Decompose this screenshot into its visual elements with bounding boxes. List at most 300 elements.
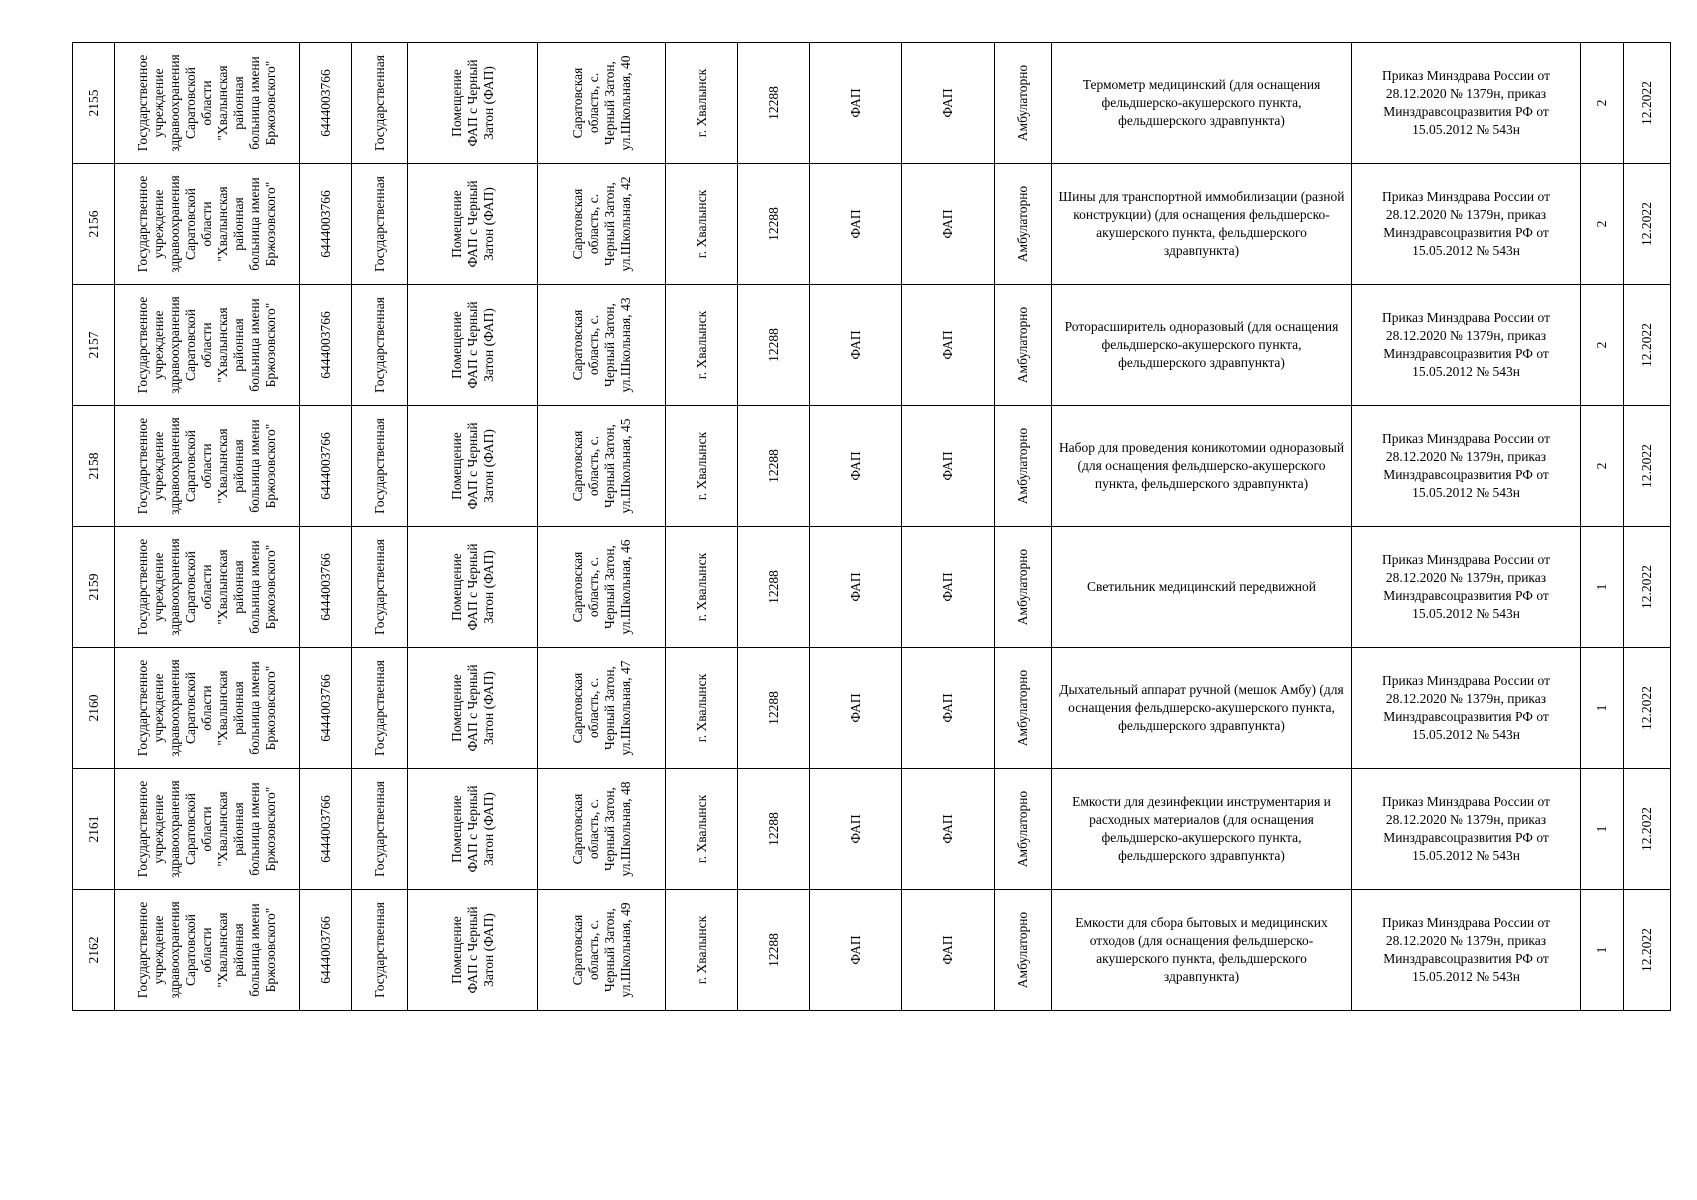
city-text: г. Хвалынск xyxy=(693,673,709,743)
organization-name-line: больница имени xyxy=(247,782,262,876)
organization-name-line: Бржозовского" xyxy=(263,786,278,872)
address-line: Черный Затон, xyxy=(601,545,617,629)
premises-name xyxy=(408,648,538,769)
unit-type xyxy=(810,527,902,648)
premises-name-line: ФАП с Черный xyxy=(464,543,480,631)
organization-name xyxy=(115,527,300,648)
organization-name-line: здравоохранения xyxy=(167,296,182,394)
organization-name-line: учреждение xyxy=(151,189,166,259)
organization-name-line: больница имени xyxy=(247,298,262,392)
code xyxy=(738,769,810,890)
equipment-name xyxy=(1052,406,1352,527)
quantity-text: 2 xyxy=(1594,99,1609,107)
quantity xyxy=(1581,406,1624,527)
row-number-text: 2158 xyxy=(85,452,101,480)
inn xyxy=(300,164,352,285)
row-number-text: 2159 xyxy=(85,573,101,601)
unit-name-text: ФАП xyxy=(940,451,955,481)
unit-name-text: ФАП xyxy=(940,814,955,844)
address xyxy=(538,527,666,648)
row-number-text: 2155 xyxy=(85,89,101,117)
table-row xyxy=(73,648,1671,769)
unit-type-text: ФАП xyxy=(847,572,863,602)
organization-name xyxy=(115,285,300,406)
premises-name xyxy=(408,43,538,164)
quantity-text: 1 xyxy=(1594,825,1609,833)
address-line: ул.Школьная, 47 xyxy=(617,660,633,756)
unit-type-text: ФАП xyxy=(847,451,863,481)
city xyxy=(666,648,738,769)
premises-name-line: Помещение xyxy=(448,553,464,621)
address-line: Саратовская xyxy=(569,430,585,502)
row-number-text: 2157 xyxy=(85,331,101,359)
row-number xyxy=(73,890,115,1011)
organization-name-text xyxy=(135,296,279,394)
organization-name-line: больница имени xyxy=(247,56,262,150)
organization-name-line: "Хвалынская xyxy=(215,428,230,504)
unit-type-text: ФАП xyxy=(847,935,863,965)
organization-name-line: учреждение xyxy=(151,794,166,864)
organization-name-text xyxy=(135,901,279,999)
address-line: ул.Школьная, 46 xyxy=(617,539,633,635)
regulation-order-text: Приказ Минздрава России от 28.12.2020 № 1379н, приказ Минздравсоцразвития РФ от 15.05.2012 № 543н xyxy=(1381,673,1551,742)
organization-name xyxy=(115,43,300,164)
ownership-form-text: Государственная xyxy=(371,660,387,756)
address-line: Саратовская xyxy=(569,551,585,623)
regulation-order xyxy=(1352,43,1581,164)
code xyxy=(738,890,810,1011)
quantity-text: 1 xyxy=(1594,704,1609,712)
organization-name-line: больница имени xyxy=(247,903,262,997)
table-row xyxy=(73,43,1671,164)
care-type-text: Амбулаторно xyxy=(1015,64,1030,142)
organization-name-line: учреждение xyxy=(151,673,166,743)
premises-name-line: Помещение xyxy=(448,795,464,863)
premises-name-line: Затон (ФАП) xyxy=(480,429,496,503)
organization-name-line: районная xyxy=(231,197,246,251)
unit-type xyxy=(810,164,902,285)
row-number xyxy=(73,285,115,406)
regulation-order xyxy=(1352,406,1581,527)
code-text: 12288 xyxy=(765,812,781,846)
organization-name-line: учреждение xyxy=(151,68,166,138)
city-text: г. Хвалынск xyxy=(693,431,709,501)
regulation-order xyxy=(1352,769,1581,890)
city-text: г. Хвалынск xyxy=(693,915,709,985)
quantity xyxy=(1581,285,1624,406)
document-page xyxy=(72,42,1670,1013)
row-number xyxy=(73,43,115,164)
premises-name-line: Помещение xyxy=(448,69,464,137)
address xyxy=(538,285,666,406)
delivery-date xyxy=(1624,769,1671,890)
organization-name-line: здравоохранения xyxy=(167,175,182,273)
equipment-name-text: Роторасширитель одноразовый (для оснащения фельдшерско-акушерского пункта, фельдшерского здравпункта) xyxy=(1064,319,1339,370)
regulation-order xyxy=(1352,890,1581,1011)
care-type-text: Амбулаторно xyxy=(1015,548,1030,626)
premises-name-line: Затон (ФАП) xyxy=(480,550,496,624)
address-text xyxy=(570,782,634,877)
organization-name-line: Государственное xyxy=(135,54,150,152)
city-text: г. Хвалынск xyxy=(693,68,709,138)
inn xyxy=(300,406,352,527)
organization-name-line: больница имени xyxy=(247,177,262,271)
address-line: ул.Школьная, 43 xyxy=(617,297,633,393)
inn-text: 6444003766 xyxy=(317,69,333,137)
unit-name-text: ФАП xyxy=(940,88,955,118)
table-row xyxy=(73,769,1671,890)
unit-name-text: ФАП xyxy=(940,330,955,360)
care-type xyxy=(995,769,1052,890)
organization-name-line: Бржозовского" xyxy=(263,665,278,751)
equipment-name xyxy=(1052,769,1352,890)
ownership-form xyxy=(352,406,408,527)
organization-name-line: "Хвалынская xyxy=(215,549,230,625)
delivery-date xyxy=(1624,164,1671,285)
premises-name-line: Помещение xyxy=(448,674,464,742)
row-number xyxy=(73,164,115,285)
delivery-date xyxy=(1624,406,1671,527)
organization-name-line: "Хвалынская xyxy=(215,670,230,746)
inn-text: 6444003766 xyxy=(317,674,333,742)
equipment-name xyxy=(1052,527,1352,648)
address-line: Черный Затон, xyxy=(601,666,617,750)
row-number xyxy=(73,648,115,769)
organization-name-text xyxy=(135,54,279,152)
code xyxy=(738,648,810,769)
city xyxy=(666,769,738,890)
organization-name-line: Саратовской xyxy=(183,551,198,624)
organization-name-line: больница имени xyxy=(247,661,262,755)
organization-name xyxy=(115,648,300,769)
ownership-form xyxy=(352,769,408,890)
care-type-text: Амбулаторно xyxy=(1015,669,1030,747)
organization-name-text xyxy=(135,538,279,636)
inn xyxy=(300,527,352,648)
care-type-text: Амбулаторно xyxy=(1015,306,1030,384)
address-line: Черный Затон, xyxy=(601,424,617,508)
premises-name-text xyxy=(449,59,497,146)
address-line: область, с. xyxy=(585,435,601,497)
unit-name xyxy=(902,285,995,406)
delivery-date-text: 12.2022 xyxy=(1639,686,1654,730)
premises-name-line: Помещение xyxy=(448,432,464,500)
address-line: область, с. xyxy=(585,72,601,134)
row-number-text: 2156 xyxy=(85,210,101,238)
organization-name-line: районная xyxy=(231,76,246,130)
organization-name-line: "Хвалынская xyxy=(215,65,230,141)
city-text: г. Хвалынск xyxy=(693,310,709,380)
care-type xyxy=(995,43,1052,164)
organization-name-line: больница имени xyxy=(247,540,262,634)
equipment-table xyxy=(72,42,1671,1011)
ownership-form-text: Государственная xyxy=(371,418,387,514)
premises-name xyxy=(408,406,538,527)
equipment-name-text: Шины для транспортной иммобилизации (разной конструкции) (для оснащения фельдшерско-акушерского пункта, фельдшерского здравпункта) xyxy=(1058,189,1345,258)
address-line: Черный Затон, xyxy=(601,182,617,266)
ownership-form-text: Государственная xyxy=(371,55,387,151)
organization-name-line: "Хвалынская xyxy=(215,912,230,988)
organization-name-line: учреждение xyxy=(151,552,166,622)
delivery-date xyxy=(1624,890,1671,1011)
organization-name-line: здравоохранения xyxy=(167,417,182,515)
address-line: Черный Затон, xyxy=(601,61,617,145)
organization-name-line: Бржозовского" xyxy=(263,181,278,267)
table-row xyxy=(73,527,1671,648)
unit-type-text: ФАП xyxy=(847,88,863,118)
ownership-form xyxy=(352,164,408,285)
premises-name-line: Помещение xyxy=(448,190,464,258)
organization-name xyxy=(115,769,300,890)
premises-name-line: ФАП с Черный xyxy=(464,664,480,752)
organization-name-text xyxy=(135,417,279,515)
unit-type-text: ФАП xyxy=(847,330,863,360)
premises-name xyxy=(408,769,538,890)
unit-name xyxy=(902,164,995,285)
organization-name-text xyxy=(135,780,279,878)
code xyxy=(738,406,810,527)
address-line: Саратовская xyxy=(569,914,585,986)
inn-text: 6444003766 xyxy=(317,553,333,621)
code-text: 12288 xyxy=(765,86,781,120)
premises-name-line: Затон (ФАП) xyxy=(480,66,496,140)
organization-name-line: Государственное xyxy=(135,659,150,757)
address-text xyxy=(570,661,634,756)
address-line: Черный Затон, xyxy=(601,908,617,992)
row-number xyxy=(73,769,115,890)
premises-name-text xyxy=(449,180,497,267)
address-line: область, с. xyxy=(585,919,601,981)
row-number-text: 2162 xyxy=(85,936,101,964)
address-line: область, с. xyxy=(585,677,601,739)
unit-type-text: ФАП xyxy=(847,693,863,723)
inn xyxy=(300,285,352,406)
unit-type xyxy=(810,406,902,527)
table-row xyxy=(73,285,1671,406)
city-text: г. Хвалынск xyxy=(693,189,709,259)
quantity xyxy=(1581,648,1624,769)
regulation-order-text: Приказ Минздрава России от 28.12.2020 № 1379н, приказ Минздравсоцразвития РФ от 15.05.2012 № 543н xyxy=(1381,310,1551,379)
unit-type-text: ФАП xyxy=(847,814,863,844)
code-text: 12288 xyxy=(765,691,781,725)
ownership-form xyxy=(352,648,408,769)
delivery-date-text: 12.2022 xyxy=(1639,444,1654,488)
organization-name-line: учреждение xyxy=(151,431,166,501)
organization-name-line: районная xyxy=(231,681,246,735)
quantity xyxy=(1581,164,1624,285)
delivery-date xyxy=(1624,285,1671,406)
organization-name-text xyxy=(135,659,279,757)
organization-name-line: "Хвалынская xyxy=(215,186,230,262)
unit-name xyxy=(902,406,995,527)
delivery-date xyxy=(1624,43,1671,164)
unit-name xyxy=(902,43,995,164)
delivery-date-text: 12.2022 xyxy=(1639,81,1654,125)
organization-name-line: Государственное xyxy=(135,175,150,273)
organization-name-line: Саратовской xyxy=(183,67,198,140)
address-text xyxy=(570,56,634,151)
premises-name-line: ФАП с Черный xyxy=(464,785,480,873)
city xyxy=(666,285,738,406)
organization-name xyxy=(115,164,300,285)
inn-text: 6444003766 xyxy=(317,916,333,984)
equipment-name-text: Термометр медицинский (для оснащения фельдшерско-акушерского пункта, фельдшерского здравпункта) xyxy=(1082,77,1321,128)
address-text xyxy=(570,540,634,635)
inn-text: 6444003766 xyxy=(317,795,333,863)
premises-name xyxy=(408,890,538,1011)
equipment-name xyxy=(1052,164,1352,285)
quantity-text: 1 xyxy=(1594,946,1609,954)
address-text xyxy=(570,298,634,393)
table-row xyxy=(73,406,1671,527)
city xyxy=(666,43,738,164)
quantity-text: 2 xyxy=(1594,220,1609,228)
delivery-date xyxy=(1624,648,1671,769)
premises-name xyxy=(408,527,538,648)
equipment-name xyxy=(1052,648,1352,769)
care-type xyxy=(995,285,1052,406)
organization-name-line: здравоохранения xyxy=(167,780,182,878)
premises-name-line: ФАП с Черный xyxy=(464,180,480,268)
organization-name-line: Государственное xyxy=(135,901,150,999)
regulation-order xyxy=(1352,527,1581,648)
address-line: область, с. xyxy=(585,798,601,860)
row-number xyxy=(73,406,115,527)
organization-name-line: области xyxy=(199,927,214,973)
code-text: 12288 xyxy=(765,570,781,604)
premises-name-text xyxy=(449,785,497,872)
organization-name-line: Бржозовского" xyxy=(263,907,278,993)
address-text xyxy=(570,177,634,272)
equipment-name-text: Дыхательный аппарат ручной (мешок Амбу) (для оснащения фельдшерско-акушерского пункта, фельдшерского здравпункта) xyxy=(1059,682,1344,733)
premises-name-line: Затон (ФАП) xyxy=(480,187,496,261)
premises-name-line: Затон (ФАП) xyxy=(480,308,496,382)
organization-name-line: Саратовской xyxy=(183,672,198,745)
organization-name-line: районная xyxy=(231,439,246,493)
quantity-text: 2 xyxy=(1594,341,1609,349)
city-text: г. Хвалынск xyxy=(693,552,709,622)
equipment-name-text: Емкости для сбора бытовых и медицинских отходов (для оснащения фельдшерско-акушерского пункта, фельдшерского здравпункта) xyxy=(1075,915,1328,984)
regulation-order-text: Приказ Минздрава России от 28.12.2020 № 1379н, приказ Минздравсоцразвития РФ от 15.05.2012 № 543н xyxy=(1381,431,1551,500)
ownership-form xyxy=(352,285,408,406)
unit-type xyxy=(810,43,902,164)
address-line: ул.Школьная, 49 xyxy=(617,902,633,998)
address-line: Саратовская xyxy=(569,67,585,139)
organization-name-line: учреждение xyxy=(151,915,166,985)
organization-name-line: учреждение xyxy=(151,310,166,380)
organization-name-line: больница имени xyxy=(247,419,262,513)
unit-name xyxy=(902,648,995,769)
care-type xyxy=(995,406,1052,527)
organization-name-line: области xyxy=(199,201,214,247)
regulation-order-text: Приказ Минздрава России от 28.12.2020 № 1379н, приказ Минздравсоцразвития РФ от 15.05.2012 № 543н xyxy=(1381,915,1551,984)
address xyxy=(538,648,666,769)
premises-name-text xyxy=(449,301,497,388)
organization-name-line: области xyxy=(199,80,214,126)
organization-name-line: области xyxy=(199,806,214,852)
address-line: Саратовская xyxy=(569,309,585,381)
regulation-order-text: Приказ Минздрава России от 28.12.2020 № 1379н, приказ Минздравсоцразвития РФ от 15.05.2012 № 543н xyxy=(1381,552,1551,621)
table-row xyxy=(73,164,1671,285)
city xyxy=(666,890,738,1011)
organization-name-line: "Хвалынская xyxy=(215,791,230,867)
organization-name-line: Саратовской xyxy=(183,430,198,503)
city xyxy=(666,406,738,527)
organization-name-line: районная xyxy=(231,923,246,977)
address-line: ул.Школьная, 48 xyxy=(617,781,633,877)
address xyxy=(538,406,666,527)
care-type xyxy=(995,164,1052,285)
unit-type xyxy=(810,648,902,769)
organization-name-line: здравоохранения xyxy=(167,54,182,152)
premises-name-line: Затон (ФАП) xyxy=(480,671,496,745)
code xyxy=(738,43,810,164)
premises-name xyxy=(408,285,538,406)
premises-name-text xyxy=(449,422,497,509)
ownership-form-text: Государственная xyxy=(371,297,387,393)
address xyxy=(538,769,666,890)
organization-name-line: районная xyxy=(231,318,246,372)
quantity-text: 2 xyxy=(1594,462,1609,470)
organization-name-line: районная xyxy=(231,560,246,614)
premises-name-text xyxy=(449,664,497,751)
delivery-date-text: 12.2022 xyxy=(1639,928,1654,972)
address-line: Черный Затон, xyxy=(601,303,617,387)
organization-name xyxy=(115,890,300,1011)
care-type-text: Амбулаторно xyxy=(1015,185,1030,263)
inn xyxy=(300,769,352,890)
city xyxy=(666,527,738,648)
quantity-text: 1 xyxy=(1594,583,1609,591)
organization-name-line: районная xyxy=(231,802,246,856)
unit-name xyxy=(902,890,995,1011)
organization-name-line: Бржозовского" xyxy=(263,423,278,509)
organization-name-line: здравоохранения xyxy=(167,538,182,636)
code-text: 12288 xyxy=(765,933,781,967)
equipment-name xyxy=(1052,890,1352,1011)
equipment-name-text: Емкости для дезинфекции инструментария и расходных материалов (для оснащения фельдшерско-акушерского пункта, фельдшерского здравпункта) xyxy=(1072,794,1331,863)
inn xyxy=(300,890,352,1011)
inn xyxy=(300,43,352,164)
equipment-name-text: Набор для проведения коникотомии одноразовый (для оснащения фельдшерско-акушерского пункта, фельдшерского здравпункта) xyxy=(1058,440,1345,491)
code-text: 12288 xyxy=(765,207,781,241)
quantity xyxy=(1581,769,1624,890)
unit-type xyxy=(810,285,902,406)
organization-name-line: области xyxy=(199,322,214,368)
address-line: ул.Школьная, 45 xyxy=(617,418,633,514)
premises-name-line: Помещение xyxy=(448,311,464,379)
address-line: Черный Затон, xyxy=(601,787,617,871)
delivery-date-text: 12.2022 xyxy=(1639,202,1654,246)
organization-name-line: здравоохранения xyxy=(167,659,182,757)
equipment-name-text: Светильник медицинский передвижной xyxy=(1087,579,1316,594)
city-text: г. Хвалынск xyxy=(693,794,709,864)
organization-name-line: здравоохранения xyxy=(167,901,182,999)
regulation-order xyxy=(1352,285,1581,406)
organization-name-line: области xyxy=(199,685,214,731)
code xyxy=(738,285,810,406)
organization-name-line: Государственное xyxy=(135,538,150,636)
organization-name-line: Государственное xyxy=(135,780,150,878)
delivery-date-text: 12.2022 xyxy=(1639,807,1654,851)
organization-name xyxy=(115,406,300,527)
organization-name-line: Бржозовского" xyxy=(263,60,278,146)
quantity xyxy=(1581,527,1624,648)
quantity xyxy=(1581,43,1624,164)
address-line: ул.Школьная, 40 xyxy=(617,55,633,151)
ownership-form-text: Государственная xyxy=(371,539,387,635)
premises-name-line: ФАП с Черный xyxy=(464,59,480,147)
